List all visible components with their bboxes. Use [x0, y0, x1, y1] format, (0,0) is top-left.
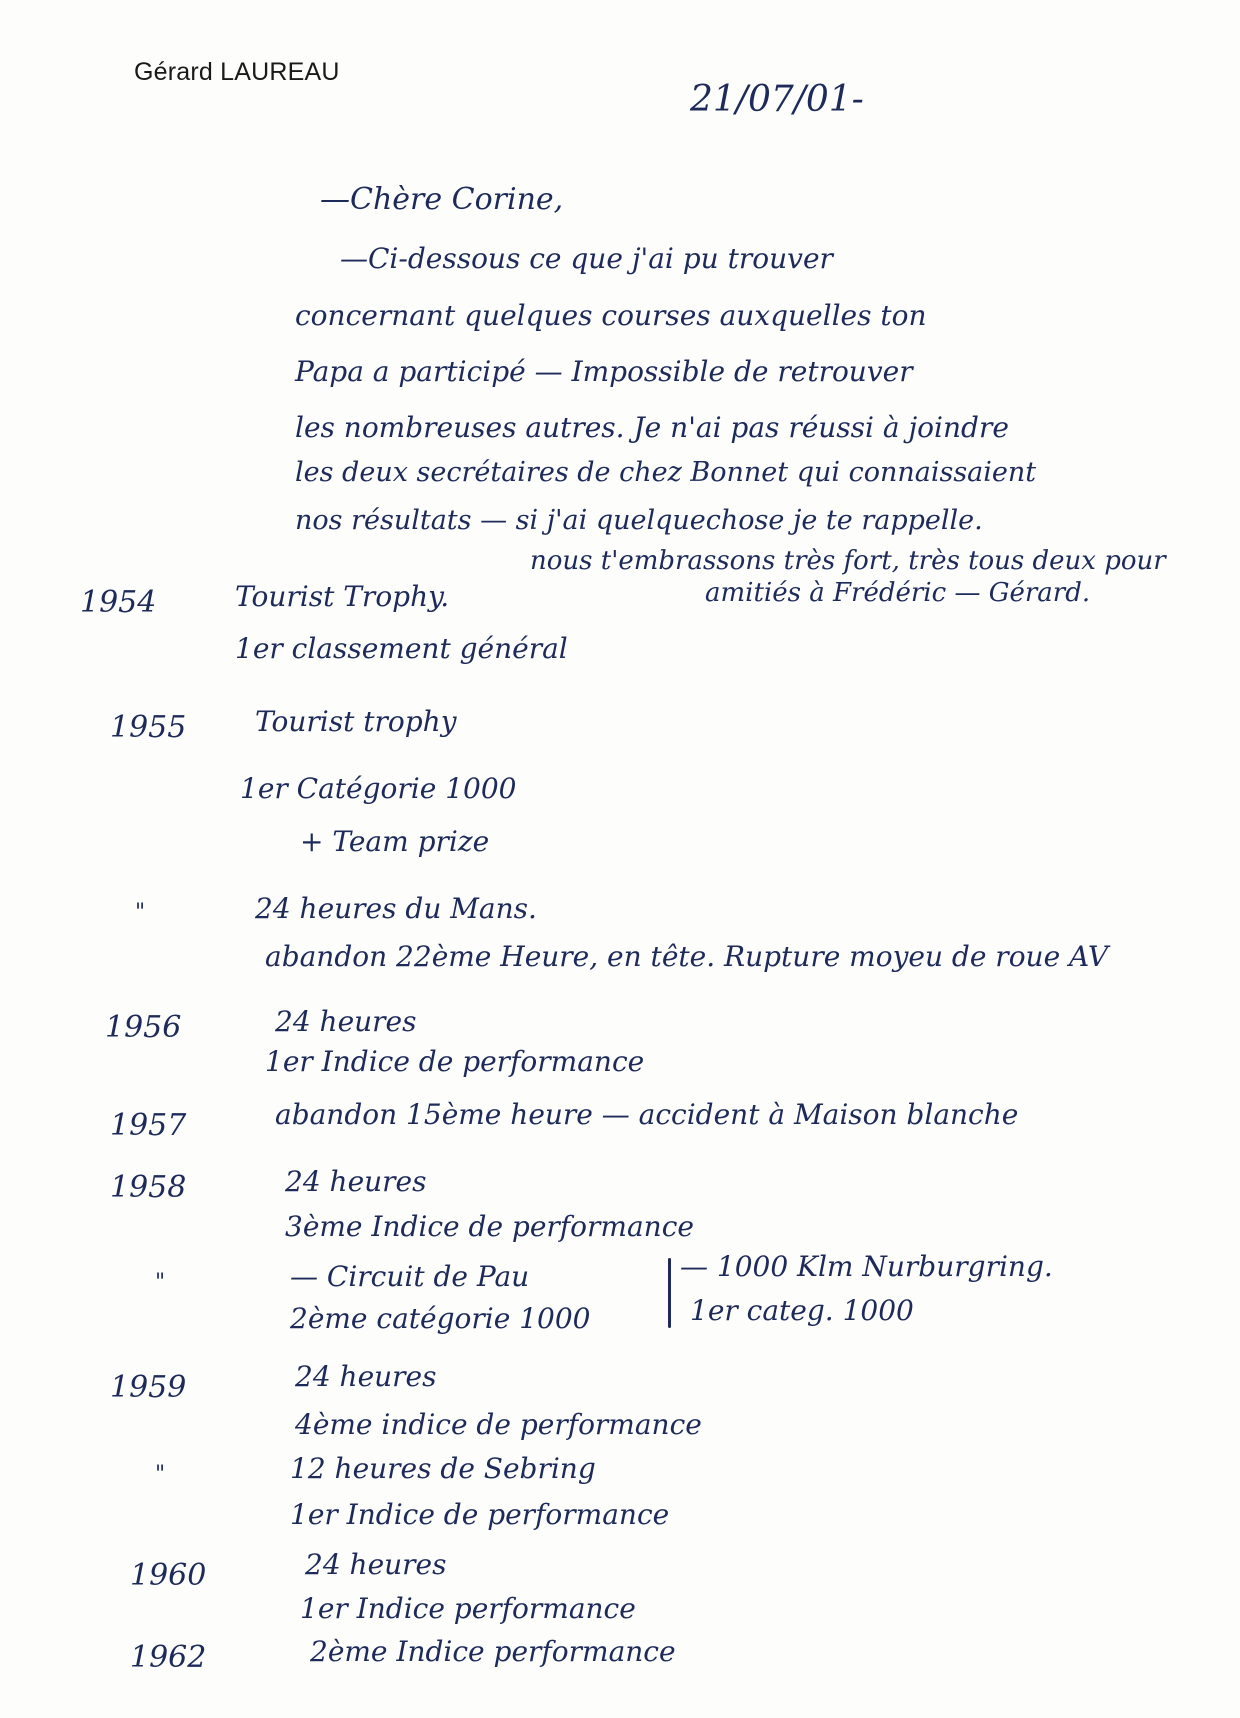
- race-name: 24 heures: [305, 1548, 447, 1581]
- race-name: 24 heures: [285, 1165, 427, 1198]
- letter-line: les deux secrétaires de chez Bonnet qui connaissaient: [295, 457, 1037, 488]
- race-result: + Team prize: [300, 825, 490, 858]
- race-result: abandon 15ème heure — accident à Maison blanche: [275, 1098, 1019, 1131]
- race-name: Tourist Trophy.: [235, 580, 450, 613]
- letter-date: 21/07/01-: [690, 79, 864, 120]
- race-result: 1er Indice de performance: [265, 1045, 645, 1078]
- year-label: 1954: [80, 585, 157, 620]
- ditto-mark: ": [135, 900, 146, 925]
- race-name: 24 heures: [295, 1360, 437, 1393]
- race-result: abandon 22ème Heure, en tête. Rupture moyeu de roue AV: [265, 940, 1109, 973]
- year-label: 1959: [110, 1370, 187, 1405]
- ditto-mark: ": [155, 1462, 166, 1487]
- race-result: 1er classement général: [235, 632, 568, 665]
- race-result: 3ème Indice de performance: [285, 1210, 694, 1243]
- letter-line: nous t'embrassons très fort, très tous deux pour: [530, 546, 1166, 576]
- race-result: 1er Indice de performance: [290, 1498, 670, 1531]
- race-result: 1er categ. 1000: [690, 1294, 914, 1327]
- year-label: 1958: [110, 1170, 187, 1205]
- letter-line: —Ci-dessous ce que j'ai pu trouver: [340, 242, 833, 275]
- year-label: 1960: [130, 1558, 207, 1593]
- race-result: 1er Indice performance: [300, 1592, 636, 1625]
- year-label: 1955: [110, 710, 187, 745]
- letter-line: Papa a participé — Impossible de retrouver: [295, 355, 913, 388]
- race-result: 2ème Indice performance: [310, 1635, 676, 1668]
- race-name: 24 heures: [275, 1005, 417, 1038]
- race-name: — Circuit de Pau: [290, 1260, 530, 1293]
- race-name: — 1000 Klm Nurburgring.: [680, 1250, 1053, 1283]
- year-label: 1957: [110, 1108, 187, 1143]
- year-label: 1956: [105, 1010, 182, 1045]
- race-result: 2ème catégorie 1000: [290, 1302, 591, 1335]
- race-name: Tourist trophy: [255, 705, 457, 738]
- ditto-mark: ": [155, 1270, 166, 1295]
- race-result: 1er Catégorie 1000: [240, 772, 517, 805]
- salutation: —Chère Corine,: [320, 182, 564, 217]
- year-label: 1962: [130, 1640, 207, 1675]
- race-name: 24 heures du Mans.: [255, 892, 537, 925]
- bracket-divider: [668, 1258, 671, 1328]
- letter-line: les nombreuses autres. Je n'ai pas réussi à joindre: [295, 411, 1009, 444]
- letter-line: nos résultats — si j'ai quelquechose je te rappelle.: [295, 505, 983, 536]
- race-name: 12 heures de Sebring: [290, 1452, 596, 1485]
- race-result: 4ème indice de performance: [295, 1408, 702, 1441]
- sender-name: Gérard LAUREAU: [134, 58, 340, 86]
- letter-line: concernant quelques courses auxquelles ton: [295, 299, 927, 332]
- closing-signature-line: amitiés à Frédéric — Gérard.: [705, 578, 1091, 608]
